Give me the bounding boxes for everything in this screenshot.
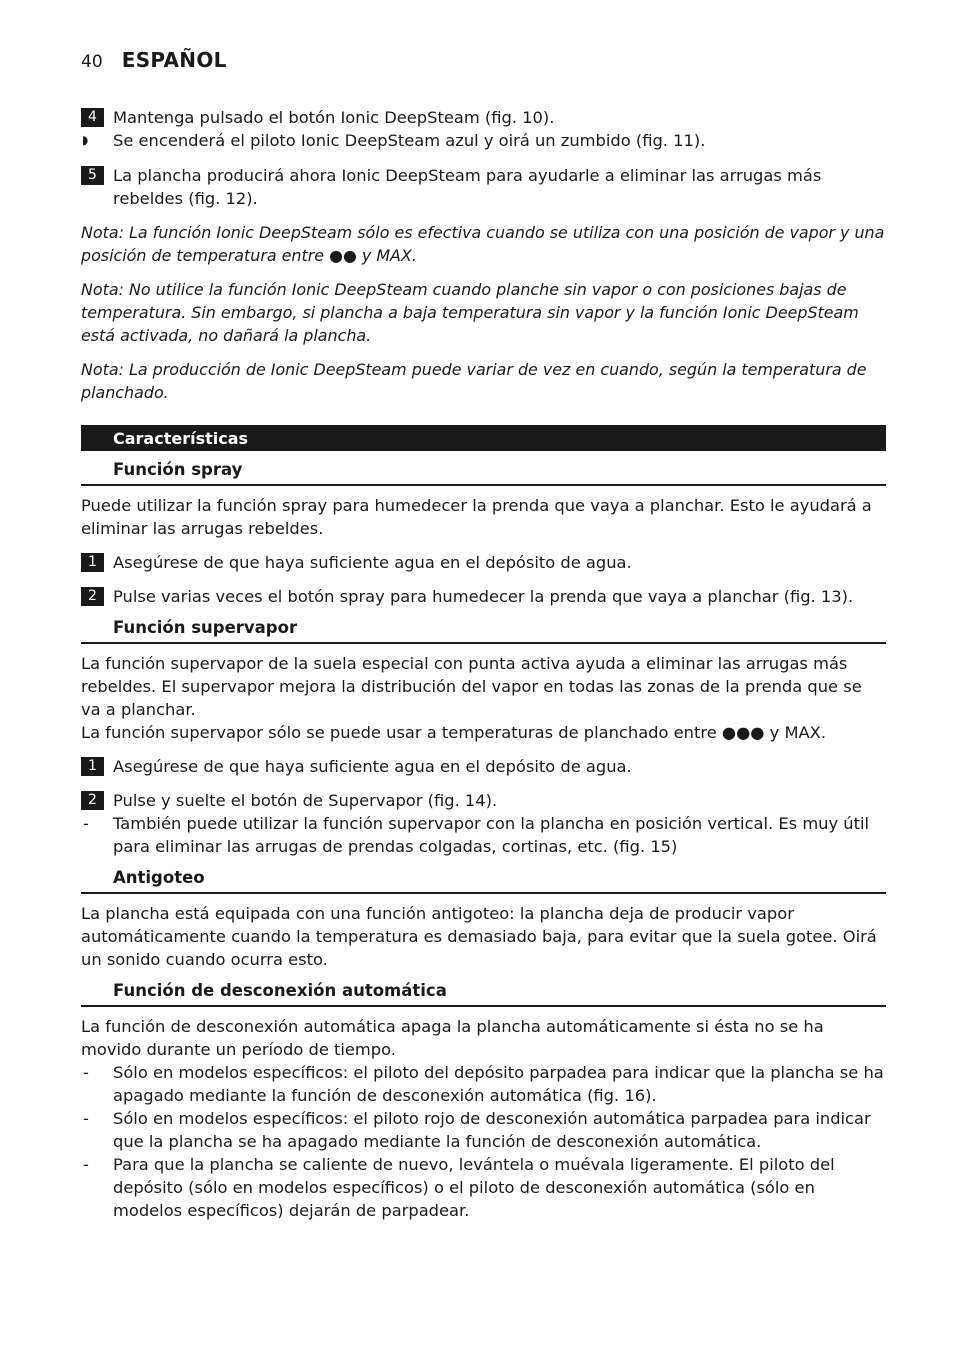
autooff-dash-item-2 (81, 1107, 886, 1153)
step-number-badge: 2 (81, 791, 104, 810)
step-number-badge: 1 (81, 553, 104, 572)
step-number-badge: 4 (81, 108, 104, 127)
spray-step-2 (81, 585, 886, 608)
dash-bullet: - (83, 814, 89, 833)
bullet-text: Se encenderá el piloto Ionic DeepSteam azul y oirá un zumbido (fig. 11). (113, 131, 706, 150)
autooff-paragraph: La función de desconexión automática apaga la plancha automáticamente si ésta no se ha movido durante un período de tiempo. (81, 1017, 824, 1059)
subheading-desconexion-automatica: Función de desconexión automática (81, 979, 886, 1007)
autooff-dash-item-3 (81, 1153, 886, 1222)
spray-step-1 (81, 551, 886, 574)
dash-bullet: - (83, 1109, 89, 1128)
spray-paragraph: Puede utilizar la función spray para humedecer la prenda que vaya a planchar. Esto le ayudará a eliminar las arrugas rebeldes. (81, 496, 872, 538)
supervapor-dash-item (81, 812, 886, 858)
antigoteo-paragraph: La plancha está equipada con una función antigoteo: la plancha deja de producir vapor automáticamente cuando la temperatura es demasiado baja, para evitar que la suela gotee. Oirá un sonido cuando ocurra esto. (81, 904, 877, 969)
supervapor-step-2 (81, 789, 886, 812)
note-3: Nota: La producción de Ionic DeepSteam puede variar de vez en cuando, según la temperatura de planchado. (81, 360, 867, 402)
page-content (81, 106, 886, 1222)
language-title: ESPAÑOL (121, 48, 227, 72)
dash-item-text: Sólo en modelos específicos: el piloto rojo de desconexión automática parpadea para indicar que la plancha se ha apagado mediante la función de desconexión automática. (113, 1109, 871, 1151)
step-text: Mantenga pulsado el botón Ionic DeepSteam (fig. 10). (113, 108, 555, 127)
supervapor-paragraph-1: La función supervapor de la suela especial con punta activa ayuda a eliminar las arrugas más rebeldes. El supervapor mejora la distribución del vapor en todas las zonas de la prenda que se va a planchar. (81, 654, 862, 719)
dash-item-text: También puede utilizar la función supervapor con la plancha en posición vertical. Es muy útil para eliminar las arrugas de prendas colgadas, cortinas, etc. (fig. 15) (113, 814, 870, 856)
page-number: 40 (81, 52, 103, 72)
arrow-bullet-icon: ◗ (82, 133, 89, 147)
subheading-funcion-supervapor: Función supervapor (81, 616, 886, 644)
dash-item-text: Para que la plancha se caliente de nuevo, levántela o muévala ligeramente. El piloto del depósito (sólo en modelos específicos) o el piloto de desconexión automática (sólo en modelos específicos) dejarán de parpadear. (113, 1155, 835, 1220)
dash-item-text: Sólo en modelos específicos: el piloto del depósito parpadea para indicar que la plancha se ha apagado mediante la función de desconexión automática (fig. 16). (113, 1063, 884, 1105)
note-2: Nota: No utilice la función Ionic DeepSteam cuando planche sin vapor o con posiciones bajas de temperatura. Sin embargo, si plancha a baja temperatura sin vapor y la función Ionic DeepSteam está activada, no dañará la plancha. (81, 280, 859, 345)
autooff-dash-item-1 (81, 1061, 886, 1107)
subheading-funcion-spray: Función spray (81, 458, 886, 486)
dash-bullet: - (83, 1155, 89, 1174)
step-number-badge: 2 (81, 587, 104, 606)
section-bar-caracteristicas: Características (81, 425, 886, 451)
step-text: Asegúrese de que haya suficiente agua en el depósito de agua. (113, 553, 632, 572)
result-bullet-item (81, 129, 886, 152)
step-text: La plancha producirá ahora Ionic DeepSteam para ayudarle a eliminar las arrugas más rebeldes (fig. 12). (113, 166, 822, 208)
supervapor-paragraph-2: La función supervapor sólo se puede usar a temperaturas de planchado entre ●●● y MAX. (81, 723, 827, 742)
step-number-badge: 1 (81, 757, 104, 776)
dash-bullet: - (83, 1063, 89, 1082)
note-1: Nota: La función Ionic DeepSteam sólo es efectiva cuando se utiliza con una posición de vapor y una posición de temperatura entre ●● y MAX. (81, 223, 885, 265)
subheading-antigoteo: Antigoteo (81, 866, 886, 894)
supervapor-step-1 (81, 755, 886, 778)
step-text: Pulse y suelte el botón de Supervapor (fig. 14). (113, 791, 498, 810)
step-number-badge: 5 (81, 166, 104, 185)
page-header (81, 48, 227, 74)
step-4 (81, 106, 886, 129)
step-text: Pulse varias veces el botón spray para humedecer la prenda que vaya a planchar (fig. 13). (113, 587, 854, 606)
step-text: Asegúrese de que haya suficiente agua en el depósito de agua. (113, 757, 632, 776)
step-5 (81, 164, 886, 210)
